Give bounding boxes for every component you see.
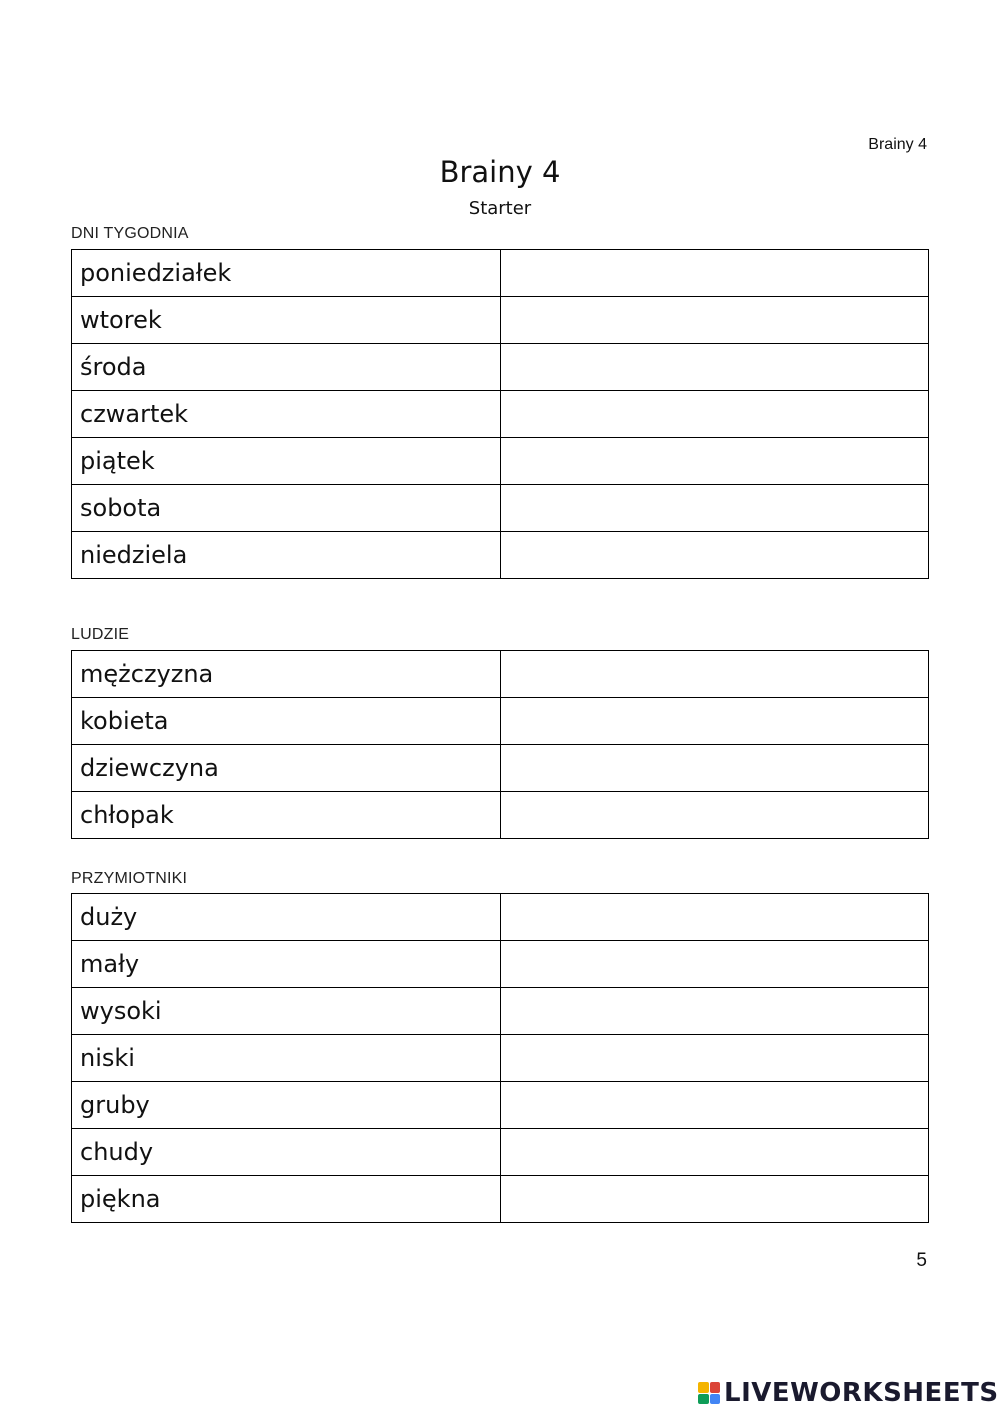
header-book-tag: Brainy 4 <box>868 136 927 153</box>
logo-mark-icon <box>698 1382 720 1404</box>
answer-cell <box>501 792 929 839</box>
liveworksheets-logo <box>698 1378 999 1408</box>
vocab-word: niedziela <box>72 532 501 579</box>
answer-input[interactable] <box>501 988 928 1034</box>
answer-input[interactable] <box>501 1082 928 1128</box>
logo-square <box>698 1382 709 1393</box>
vocab-word: mały <box>72 941 501 988</box>
answer-input[interactable] <box>501 698 928 744</box>
page-subtitle: Starter <box>468 198 532 219</box>
vocab-row <box>72 344 929 391</box>
answer-input[interactable] <box>501 941 928 987</box>
section-label-days: DNI TYGODNIA <box>71 225 189 242</box>
answer-input[interactable] <box>501 1176 928 1222</box>
vocab-word: wtorek <box>72 297 501 344</box>
answer-cell <box>501 532 929 579</box>
answer-cell <box>501 698 929 745</box>
vocab-word: sobota <box>72 485 501 532</box>
answer-input[interactable] <box>501 344 928 390</box>
answer-cell <box>501 438 929 485</box>
vocab-word: dziewczyna <box>72 745 501 792</box>
answer-input[interactable] <box>501 485 928 531</box>
vocab-row <box>72 391 929 438</box>
answer-cell <box>501 344 929 391</box>
vocab-row <box>72 1082 929 1129</box>
vocab-row <box>72 651 929 698</box>
logo-text: LIVEWORKSHEETS <box>724 1378 999 1408</box>
vocab-table-people <box>71 650 929 839</box>
vocab-row <box>72 438 929 485</box>
answer-cell <box>501 941 929 988</box>
answer-cell <box>501 894 929 941</box>
answer-cell <box>501 250 929 297</box>
vocab-row <box>72 941 929 988</box>
answer-input[interactable] <box>501 1129 928 1175</box>
answer-cell <box>501 485 929 532</box>
answer-input[interactable] <box>501 297 928 343</box>
vocab-row <box>72 250 929 297</box>
answer-cell <box>501 297 929 344</box>
vocab-table-days <box>71 249 929 579</box>
answer-cell <box>501 651 929 698</box>
vocab-word: czwartek <box>72 391 501 438</box>
vocab-row <box>72 988 929 1035</box>
vocab-word: piątek <box>72 438 501 485</box>
vocab-word: chudy <box>72 1129 501 1176</box>
answer-input[interactable] <box>501 532 928 578</box>
answer-cell <box>501 988 929 1035</box>
vocab-word: duży <box>72 894 501 941</box>
vocab-word: mężczyzna <box>72 651 501 698</box>
section-label-adjectives: PRZYMIOTNIKI <box>71 870 188 887</box>
answer-cell <box>501 1035 929 1082</box>
vocab-row <box>72 1176 929 1223</box>
answer-cell <box>501 391 929 438</box>
answer-cell <box>501 1176 929 1223</box>
answer-input[interactable] <box>501 792 928 838</box>
vocab-word: piękna <box>72 1176 501 1223</box>
vocab-word: niski <box>72 1035 501 1082</box>
logo-square <box>710 1382 721 1393</box>
page-title: Brainy 4 <box>439 155 561 189</box>
vocab-row <box>72 1035 929 1082</box>
vocab-row <box>72 297 929 344</box>
answer-cell <box>501 745 929 792</box>
vocab-word: kobieta <box>72 698 501 745</box>
vocab-word: wysoki <box>72 988 501 1035</box>
logo-square <box>710 1394 721 1405</box>
vocab-word: środa <box>72 344 501 391</box>
vocab-row <box>72 745 929 792</box>
answer-input[interactable] <box>501 250 928 296</box>
answer-input[interactable] <box>501 894 928 940</box>
vocab-table-adjectives <box>71 893 929 1223</box>
answer-input[interactable] <box>501 391 928 437</box>
vocab-word: poniedziałek <box>72 250 501 297</box>
vocab-row <box>72 792 929 839</box>
vocab-row <box>72 894 929 941</box>
logo-square <box>698 1394 709 1405</box>
section-label-people: LUDZIE <box>71 626 130 643</box>
answer-input[interactable] <box>501 438 928 484</box>
vocab-row <box>72 532 929 579</box>
vocab-row <box>72 485 929 532</box>
vocab-word: chłopak <box>72 792 501 839</box>
answer-input[interactable] <box>501 1035 928 1081</box>
page-number: 5 <box>916 1250 927 1271</box>
answer-cell <box>501 1082 929 1129</box>
vocab-row <box>72 698 929 745</box>
vocab-row <box>72 1129 929 1176</box>
answer-input[interactable] <box>501 745 928 791</box>
answer-input[interactable] <box>501 651 928 697</box>
answer-cell <box>501 1129 929 1176</box>
vocab-word: gruby <box>72 1082 501 1129</box>
